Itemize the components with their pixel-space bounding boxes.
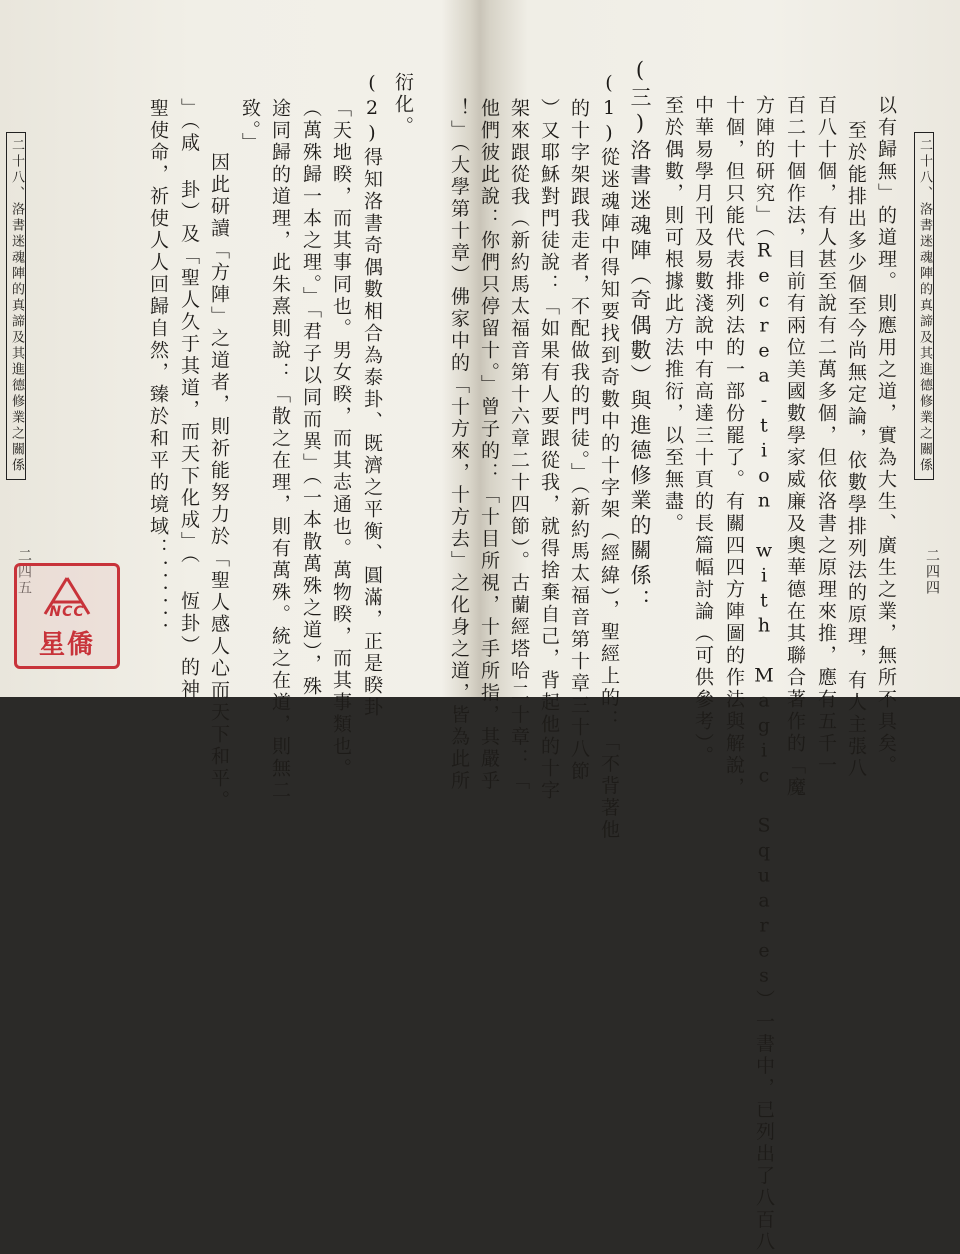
text-column: （萬殊歸一本之理。」「君子以同而異」（一本散萬殊之道），殊 [300, 98, 322, 698]
text-column: (1)從迷魂陣中得知要找到奇數中的十字架（經緯），聖經上的：「不背著他 [598, 72, 620, 842]
text-column: 架來跟從我（新約馬太福音第十六章二十四節）。古蘭經塔哈二十章：「 [508, 98, 530, 793]
text-column: 因此研讀「方陣」之道者，則祈能努力於「聖人感人心而天下和平。 [208, 152, 230, 812]
page-number: 二四五 [16, 548, 32, 596]
text-column: 方陣的研究」（Recrea-tion with Magic Squares）一書中，已列出了八百八 [753, 95, 775, 1254]
running-header: 二十八、洛書迷魂陣的真諦及其進德修業之關係 [914, 132, 934, 480]
text-column: 聖使命，祈使人人回歸自然，臻於和平的境域：．．．．．． [147, 98, 169, 645]
text-column: 至於偶數，則可根據此方法推衍，以至無盡。 [662, 95, 684, 535]
text-column: 」（咸 卦）及「聖人久于其道，而天下化成」（ 恆卦）的神 [178, 98, 200, 701]
text-column: 途同歸的道理，此朱熹則說：「散之在理，則有萬殊。統之在道，則無二 [269, 98, 291, 802]
text-column: ）又耶穌對門徒說：「如果有人要跟從我，就得捨棄自己，背起他的十字 [538, 98, 560, 802]
running-header: 二十八、洛書迷魂陣的真諦及其進德修業之關係 [6, 132, 26, 480]
stamp-mark: NCC [49, 604, 85, 620]
text-column: (2)得知洛書奇偶數相合為泰卦、既濟之平衡、圓滿，正是睽卦 [361, 72, 383, 719]
watermark-stamp [14, 563, 120, 669]
text-column: 中華易學月刊及易數淺說中有高達三十頁的長篇幅討論（可供參考）。 [692, 95, 714, 768]
right-page [448, 0, 960, 1254]
text-column: 致。」 [239, 98, 261, 155]
text-column: 他們彼此說：你們只停留十。」曾子的：「十目所視，十手所指，其嚴乎 [478, 98, 500, 793]
section-heading: (三)洛書迷魂陣（奇偶數）與進德修業的關係： [628, 58, 652, 614]
text-column: 以有歸無」的道理。則應用之道，實為大生、廣生之業，無所不具矣。 [875, 95, 897, 777]
stamp-name: 星僑 [38, 630, 95, 660]
text-column: 「天地睽，而其事同也。男女睽，而其志通也。萬物睽，而其事類也。 [330, 98, 352, 780]
text-column: 的十字架跟我走者，不配做我的門徒。」（新約馬太福音第十章三十八節 [568, 98, 590, 783]
text-column: 十個，但只能代表排列法的一部份罷了。有關四四方陣圖的作法與解說， [723, 95, 745, 799]
text-column: 百二十個作法，目前有兩位美國數學家威廉及奧華德在其聯合著作的「魔 [784, 95, 806, 799]
text-column: ！」（大學第十章）佛家中的「十方來，十方去」之化身之道，皆為此所 [448, 98, 470, 793]
text-column: 百八十個，有人甚至說有二萬多個，但依洛書之原理來推，應有五千一 [815, 95, 837, 777]
text-column: 衍化。 [392, 72, 414, 138]
text-column: 至於能排出多少個至今尚無定論，依數學排列法的原理，有人主張八 [845, 120, 867, 780]
page-number: 二四四 [924, 548, 940, 596]
